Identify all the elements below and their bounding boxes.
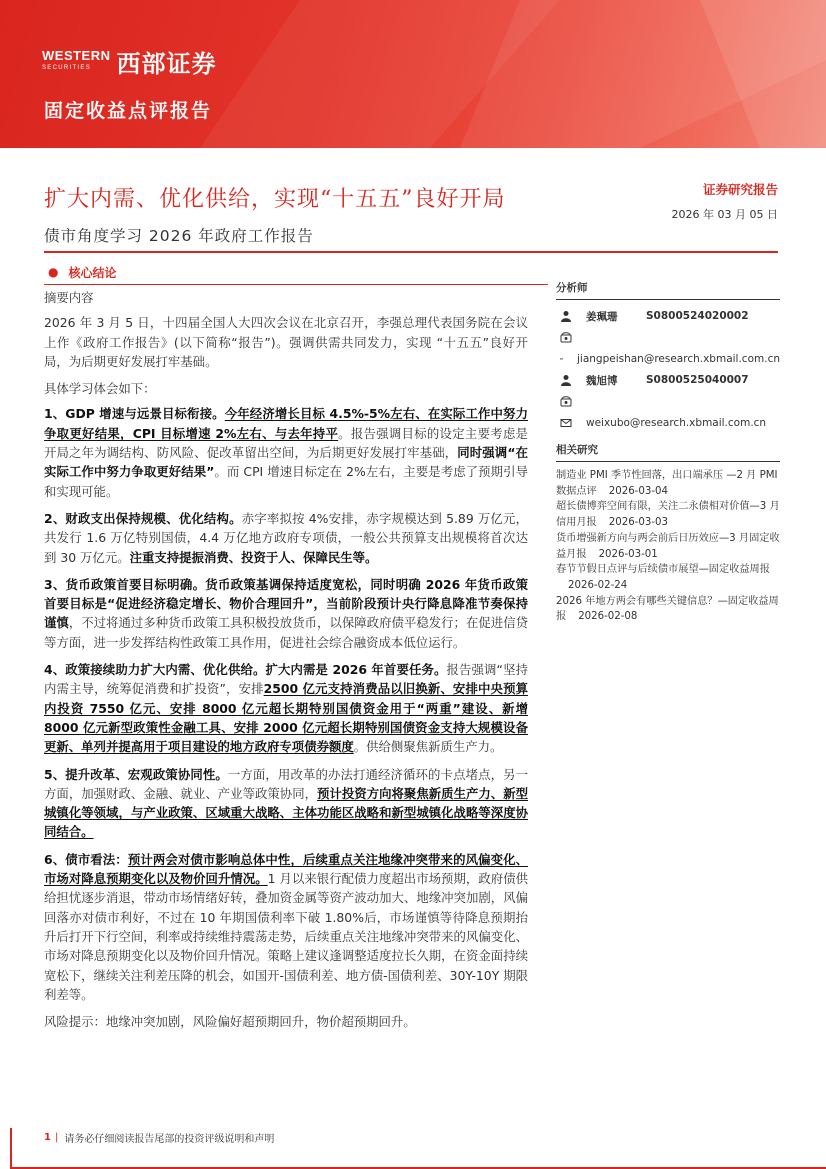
analyst-name: 姜珮珊: [586, 310, 618, 323]
related-title: 相关研究: [556, 442, 780, 462]
email-icon: [560, 417, 572, 429]
point-5-highlight: 预计投资方向将聚焦新质生产力、新型城镇化等领域，与产业政策、区域重大战略、主体功能区战略和新型城镇化战略等深度协同结合。: [44, 785, 529, 840]
section-label: 核心结论: [68, 265, 117, 280]
section-divider: [44, 284, 548, 285]
title-divider: [44, 251, 778, 253]
phone-icon: [560, 331, 572, 343]
page-subtitle: 债市角度学习 2026 年政府工作报告: [44, 227, 314, 245]
point-4-highlight: 2500 亿元支持消费品以旧换新、安排中央预算内投资 7550 亿元、安排 8000 亿元超长期特别国债资金用于“两重”建设、新增 8000 亿元新型政策性金融工具、安排 2000 亿元超长期特别国债资金支持大规模设备更新、单列并提高用于项目建设的地方政府专项债券额度: [44, 681, 528, 755]
phone-icon: [560, 395, 572, 407]
analyst-title: 分析师: [556, 280, 780, 300]
intro-paragraph: 2026 年 3 月 5 日，十四届全国人大四次会议在北京召开，李强总理代表国务院在会议上作《政府工作报告》(以下简称“报告”)。强调供需共同发力，实现 “十五五”良好开局，为后期更好发展打牢基础。: [44, 315, 528, 369]
point-1-heading: 1、GDP 增速与远景目标衔接。: [44, 406, 225, 422]
page-title: 扩大内需、优化供给，实现“十五五”良好开局: [44, 187, 506, 212]
footer-separator: |: [54, 1132, 59, 1143]
point-6-highlight: 预计两会对债市影响总体中性，后续重点关注地缘冲突带来的风偏变化、市场对降息预期变化以及物价回升情况。: [44, 851, 529, 887]
related-link[interactable]: 春节节假日点评与后续债市展望—固定收益周报2026-02-24: [556, 564, 770, 591]
analyst-email[interactable]: weixubo@research.xbmail.com.cn: [586, 417, 767, 429]
logo-chinese: 西部证券: [116, 50, 217, 78]
section-heading: [44, 262, 548, 282]
related-link[interactable]: 2026 年地方两会有哪些关键信息？—固定收益周报 2026-02-08: [556, 595, 779, 623]
sidebar: [556, 280, 780, 625]
email-row[interactable]: [560, 348, 780, 370]
point-3-heading: 3、货币政策首要目标明确。: [44, 576, 206, 592]
analyst-row: [560, 306, 780, 326]
footer-disclaimer: 请务必仔细阅读报告尾部的投资评级说明和声明: [64, 1134, 275, 1145]
document-date: 2026 年 03 月 05 日: [671, 208, 778, 221]
header-banner: [0, 0, 826, 148]
footer-rule-vertical: [10, 1128, 12, 1169]
related-research: [556, 442, 780, 625]
analyst-email[interactable]: jiangpeishan@research.xbmail.com.cn: [576, 353, 780, 365]
page-number: 1: [44, 1132, 51, 1143]
logo-english: WESTERN SECURITIES: [42, 47, 111, 71]
point-3: 3、货币政策首要目标明确。货币政策基调保持适度宽松，同时明确 2026 年货币政策首要目标是“促进经济稳定增长、物价合理回升”，当前阶段预计央行降息降准节奏保持谨慎，不过将通过多种货币政策工具积极投放货币，以保障政府债平稳发行；在促进信贷等方面，进一步发挥结构性政策工具作用，促进社会综合融资成本低位运行。: [44, 576, 529, 650]
point-2: 2、财政支出保持规模、优化结构。赤字率拟按 4%安排，赤字规模达到 5.89 万亿元，共发行 1.6 万亿特别国债，4.4 万亿地方政府专项债，一般公共预算支出规模将首次达到 30 万亿元。注重支持提振消费、投资于人、保障民生等。: [44, 510, 529, 565]
point-6-heading: 6、债市看法：: [44, 851, 128, 867]
risk-warning: 风险提示：地缘冲突加剧，风险偏好超预期回升，物价超预期回升。: [44, 1014, 416, 1030]
person-icon: [560, 374, 572, 386]
point-1-highlight: 今年经济增长目标 4.5%-5%左右、在实际工作中努力争取更好结果，CPI 目标增速 2%左右、与去年持平: [44, 406, 528, 441]
point-5-heading: 5、提升改革、宏观政策协同性。: [44, 766, 228, 782]
analyst-cert: S0800525040007: [646, 374, 749, 386]
point-4: 4、政策接续助力扩大内需、优化供给。扩大内需是 2026 年首要任务。报告强调“坚持内需主导，统筹促消费和扩投资”，安排2500 亿元支持消费品以旧换新、安排中央预算内投资 7550 亿元、安排 8000 亿元超长期特别国债资金用于“两重”建设、新增 8000 亿元新型政策性金融工具、安排 2000 亿元超长期特别国债资金支持大规模设备更新、单列并提高用于项目建设的地方政府专项债券额度。供给侧聚焦新质生产力。: [44, 662, 529, 755]
document-type: 证券研究报告: [702, 182, 778, 197]
summary-label: 摘要内容: [44, 290, 94, 305]
bullet-icon: ●: [48, 265, 59, 279]
company-logo: [42, 44, 217, 79]
phone-row: [560, 390, 780, 412]
related-link[interactable]: 超长债博弈空间有限，关注二永债相对价值—3 月信用月报 2026-03-03: [556, 501, 780, 529]
related-link[interactable]: 制造业 PMI 季节性回落，出口端承压 —2 月 PMI 数据点评 2026-03-04: [556, 470, 778, 497]
point-5: 5、提升改革、宏观政策协同性。一方面，用改革的办法打通经济循环的卡点堵点，另一方面，加强财政、金融、就业、产业等政策协同，预计投资方向将聚焦新质生产力、新型城镇化等领域，与产业政策、区域重大战略、主体功能区战略和新型城镇化战略等深度协同结合。: [44, 766, 529, 840]
analyst-row: [560, 370, 780, 390]
report-category: 固定收益点评报告: [44, 100, 213, 122]
email-icon: [560, 353, 563, 365]
point-6: 6、债市看法：预计两会对债市影响总体中性，后续重点关注地缘冲突带来的风偏变化、市场对降息预期变化以及物价回升情况。1 月以来银行配债力度超出市场预期，政府债供给担忧逐步消退，带动市场情绪好转，叠加资金属等资产波动加大、地缘冲突加剧，风偏回落亦对债市利好，不过在 10 年期国债利率下破 1.80%后，市场谨慎等待降息预期抬升后打开下行空间，利率或持续维持震荡走势，后续重点关注地缘冲突带来的风偏变化、市场对降息预期变化以及物价回升情况。策略上建议逢调整适度拉长久期，在资金面持续宽松下，继续关注利差压降的机会，如国开-国债利差、地方债-国债利差、30Y-10Y 期限利差等。: [44, 851, 529, 1002]
person-icon: [560, 310, 572, 322]
point-4-heading: 4、政策接续助力扩大内需、优化供给。扩大内需是 2026 年首要任务。: [44, 662, 447, 678]
point-2-heading: 2、财政支出保持规模、优化结构。: [44, 510, 242, 526]
analyst-cert: S0800524020002: [646, 310, 749, 322]
point-1: 1、GDP 增速与远景目标衔接。今年经济增长目标 4.5%-5%左右、在实际工作中努力争取更好结果，CPI 目标增速 2%左右、与去年持平。报告强调目标的设定主要考虑是开局之年为调结构、防风险、促改革留出空间，为后期更好发展打牢基础，同时强调“在实际工作中努力争取更好结果”。而 CPI 增速目标定在 2%左右，主要是考虑了预期引导和实现可能。: [44, 406, 529, 499]
footer: [44, 1130, 274, 1145]
related-link[interactable]: 货币增强新方向与两会前后日历效应—3 月固定收益月报 2026-03-01: [556, 532, 780, 560]
report-body: [44, 288, 528, 1039]
list-lead: 具体学习体会如下：: [44, 381, 156, 397]
analyst-name: 魏旭博: [586, 374, 618, 387]
phone-row: [560, 326, 780, 348]
email-row[interactable]: [560, 412, 780, 434]
